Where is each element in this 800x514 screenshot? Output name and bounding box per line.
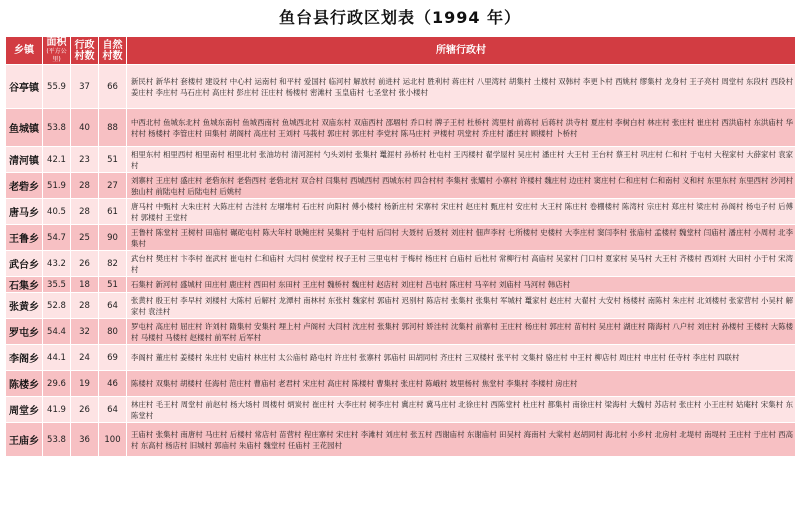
natural-count: 51 — [99, 277, 127, 293]
table-row — [6, 277, 796, 293]
natural-count: 64 — [99, 397, 127, 423]
admin-count: 18 — [71, 277, 99, 293]
town-name: 王鲁乡 — [6, 225, 43, 251]
admin-count: 26 — [71, 251, 99, 277]
area-value: 35.5 — [43, 277, 71, 293]
village-list: 王鲁村 陈堂村 王树村 田庙村 碾砣屯村 陈大年村 耿鲍庄村 吴集村 于屯村 后闫村 大聂村 后聂村 刘庄村 佃声李村 七所楼村 史楼村 大李庄村 窦闫李村 张庙村 孟楼村 魏堂村 闫庙村 潘庄村 小周村 北李集村 — [127, 225, 796, 251]
area-value: 51.9 — [43, 173, 71, 199]
village-list: 石集村 新河村 盛城村 田庄村 鹿庄村 西田村 东田村 王庄村 魏桥村 魏庄村 赵店村 刘庄村 吕屯村 陈庄村 马辛村 刘庙村 马河村 韩店村 — [127, 277, 796, 293]
area-value: 41.9 — [43, 397, 71, 423]
area-value: 44.1 — [43, 345, 71, 371]
village-list: 罗屯村 高庄村 屈庄村 许刘村 隋集村 安集村 埋上村 卢阁村 大闫村 沈庄村 张集村 郭河村 娇洼村 沈集村 前寨村 王庄村 杨庄村 郭庄村 苗村村 吴庄村 湖庄村 隋海村 八户村 刘庄村 孙楼村 王楼村 大陈楼村 马楼村 马楼村 赵楼村 前军村 后军村 — [127, 319, 796, 345]
admin-count: 19 — [71, 371, 99, 397]
village-list: 唐马村 中甄村 大朱庄村 大陈庄村 古洼村 左堌堆村 石庄村 向阳村 傅小楼村 杨新庄村 宋寨村 宋庄村 赵庄村 甄庄村 安庄村 大王村 陈庄村 卷棚楼村 陈湾村 宗庄村 郑庄村 梁庄村 孙阁村 杨屯子村 后傅村 郭楼村 王堂村 — [127, 199, 796, 225]
admin-count: 24 — [71, 345, 99, 371]
town-name: 谷亭镇 — [6, 65, 43, 109]
natural-count: 51 — [99, 147, 127, 173]
header-natural-villages: 自然村数 — [99, 37, 127, 65]
town-name: 武台乡 — [6, 251, 43, 277]
area-value: 54.4 — [43, 319, 71, 345]
admin-count: 28 — [71, 293, 99, 319]
table-row — [6, 319, 796, 345]
natural-count: 61 — [99, 199, 127, 225]
area-value: 55.9 — [43, 65, 71, 109]
village-list: 刘寨村 王庄村 盛庄村 老砦东村 老砦西村 老砦北村 双合村 闫集村 西城西村 西城东村 四合村村 李集村 张耀村 小寨村 许楼村 魏庄村 边庄村 窦庄村 仁和庄村 仁和南村 义和村 东里东村 东里西村 沙河村 独山村 前陆屯村 后陆屯村 后姚村 — [127, 173, 796, 199]
admin-count: 28 — [71, 199, 99, 225]
area-value: 42.1 — [43, 147, 71, 173]
page-title: 鱼台县行政区划表（1994 年） — [278, 8, 522, 27]
header-admin-villages: 行政村数 — [71, 37, 99, 65]
table-row — [6, 173, 796, 199]
natural-count: 88 — [99, 109, 127, 147]
natural-count: 82 — [99, 251, 127, 277]
natural-count: 27 — [99, 173, 127, 199]
town-name: 王庙乡 — [6, 423, 43, 457]
natural-count: 80 — [99, 319, 127, 345]
town-name: 石集乡 — [6, 277, 43, 293]
town-name: 张黄乡 — [6, 293, 43, 319]
table-row — [6, 199, 796, 225]
town-name: 唐马乡 — [6, 199, 43, 225]
table-row — [6, 225, 796, 251]
natural-count: 66 — [99, 65, 127, 109]
natural-count: 100 — [99, 423, 127, 457]
area-value: 53.8 — [43, 423, 71, 457]
admin-count: 26 — [71, 397, 99, 423]
table-row — [6, 371, 796, 397]
admin-count: 23 — [71, 147, 99, 173]
admin-count: 37 — [71, 65, 99, 109]
town-name: 老砦乡 — [6, 173, 43, 199]
area-value: 52.8 — [43, 293, 71, 319]
area-value: 40.5 — [43, 199, 71, 225]
area-value: 53.8 — [43, 109, 71, 147]
area-value: 43.2 — [43, 251, 71, 277]
table-row — [6, 251, 796, 277]
town-name: 陈楼乡 — [6, 371, 43, 397]
table-row — [6, 397, 796, 423]
natural-count: 64 — [99, 293, 127, 319]
admin-count: 32 — [71, 319, 99, 345]
town-name: 鱼城镇 — [6, 109, 43, 147]
admin-count: 40 — [71, 109, 99, 147]
village-list: 相里东村 相里西村 相里南村 相里北村 张油坊村 清河涯村 勺头刘村 张集村 鼍涯村 孙桥村 杜屯村 王丙楼村 翟学屋村 吴庄村 潘庄村 大王村 王台村 蔡王村 巩庄村 仁和村 于屯村 大程家村 大薛家村 袁家村 — [127, 147, 796, 173]
area-value: 54.7 — [43, 225, 71, 251]
village-list: 武台村 樊庄村 卞李村 崔武村 崔屯村 仁和庙村 大闫村 侯堂村 杈子王村 三里屯村 于梅村 杨庄村 白庙村 后杜村 常柳行村 高庙村 吴家村 门口村 夏家村 吴马村 大王村 齐楼村 西刘村 大田村 小于村 宋湾村 — [127, 251, 796, 277]
village-list: 李阁村 董庄村 姜楼村 朱庄村 史庙村 林庄村 太公庙村 路屯村 许庄村 张寨村 郭庙村 田胡同村 齐庄村 三双楼村 张平村 文集村 骆庄村 中王村 柳店村 周庄村 申庄村 任寺村 李庄村 四联村 — [127, 345, 796, 371]
table-row — [6, 345, 796, 371]
header-area: 面积 (平方公里) — [43, 37, 71, 65]
header-town: 乡镇 — [6, 37, 43, 65]
area-value: 29.6 — [43, 371, 71, 397]
admin-count: 28 — [71, 173, 99, 199]
village-list: 王庙村 张集村 南唐村 马庄村 后楼村 常店村 苗营村 程庄寨村 宋庄村 李滩村 刘庄村 张五村 西谢庙村 东谢庙村 田吴村 海南村 大棠村 赵胡同村 海北村 小乡村 北房村 北堤村 南堤村 王庄村 于庄村 西高村 东高村 杨店村 旧城村 郭庙村 朱庙村 魏堂村 任庙村 王花园村 — [127, 423, 796, 457]
district-table — [5, 36, 796, 457]
natural-count: 46 — [99, 371, 127, 397]
admin-count: 25 — [71, 225, 99, 251]
natural-count: 69 — [99, 345, 127, 371]
village-list: 陈楼村 双集村 胡楼村 任海村 范庄村 曹庙村 老君村 宋庄村 高庄村 陈楼村 曹集村 张庄村 陈峨村 坡里杨村 焦堂村 李集村 李楼村 房庄村 — [127, 371, 796, 397]
natural-count: 90 — [99, 225, 127, 251]
table-row — [6, 109, 796, 147]
town-name: 周堂乡 — [6, 397, 43, 423]
admin-count: 36 — [71, 423, 99, 457]
village-list: 中西北村 鱼城东北村 鱼城东南村 鱼城西南村 鱼城西北村 双庙东村 双庙西村 邵堌村 乔口村 牌子王村 杜桥村 湾里村 前蒋村 后蒋村 洪寺村 夏庄村 李树白村 林庄村 张庄村 崔庄村 西洪庙村 东洪庙村 华村村 杨楼村 李管庄村 田集村 胡阁村 高庄村 王刘村 马莪村 郭庄村 郭庄村 李党村 陈马庄村 尹楼村 巩堂村 乔庄村 潘庄村 顾楼村 卜桥村 — [127, 109, 796, 147]
table-row — [6, 423, 796, 457]
header-villages: 所辖行政村 — [127, 37, 796, 65]
town-name: 清河镇 — [6, 147, 43, 173]
table-row — [6, 293, 796, 319]
village-list: 张黄村 殷王村 李早村 刘楼村 大陈村 后解村 龙潭村 南林村 东张村 魏家村 郭庙村 迟别村 陈店村 张集村 张集村 军城村 鼍家村 赵庄村 大翟村 大安村 杨楼村 南陈村 朱庄村 北刘楼村 张家营村 小吴村 解家村 袁洼村 — [127, 293, 796, 319]
table-row — [6, 65, 796, 109]
table-row — [6, 147, 796, 173]
village-list: 新民村 新华村 套楼村 建设村 中心村 运南村 和平村 爱国村 临河村 解放村 前进村 运北村 胜利村 蒋庄村 八里湾村 胡集村 土楼村 双韩村 李更卜村 西姚村 缪集村 龙身村 王子亮村 周堂村 东段村 西段村 姜庄村 李庄村 马石庄村 高庄村 彭庄村 汪庄村 杨楼村 密滩村 玉皇庙村 七圣堂村 张小楼村 — [127, 65, 796, 109]
town-name: 李阁乡 — [6, 345, 43, 371]
town-name: 罗屯乡 — [6, 319, 43, 345]
village-list: 林庄村 毛王村 周堂村 前赵村 杨大场村 周楼村 炳炭村 崔庄村 大李庄村 树李庄村 冀庄村 冀马庄村 北徐庄村 西陈堂村 杜庄村 都集村 南徐庄村 梁海村 大魏村 苏店村 张庄村 小王庄村 姑庵村 宋集村 东陈堂村 — [127, 397, 796, 423]
